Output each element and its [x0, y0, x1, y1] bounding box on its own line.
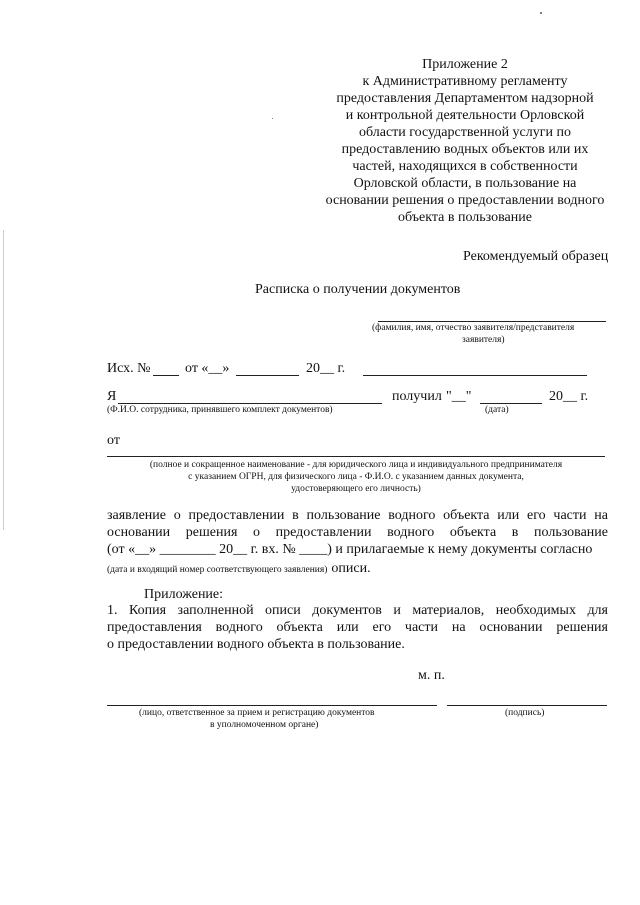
- applicant-caption: (фамилия, имя, отчество заявителя/представителя: [372, 323, 575, 333]
- applicant-caption: заявителя): [462, 335, 505, 345]
- recommended-sample-label: Рекомендуемый образец: [463, 249, 609, 264]
- signature-field[interactable]: [447, 705, 607, 706]
- appendix-number: Приложение 2: [422, 57, 508, 72]
- header-line: предоставления Департаментом надзорной: [336, 91, 594, 106]
- applicant-name-field[interactable]: [378, 321, 606, 322]
- document-title: Расписка о получении документов: [255, 282, 461, 297]
- employee-caption: (Ф.И.О. сотрудника, принявшего комплект документов): [107, 405, 333, 415]
- statement-ending: описи.: [331, 561, 371, 576]
- stamp-place-label: м. п.: [418, 668, 445, 683]
- received-year: 20__ г.: [549, 389, 589, 404]
- header-line: основании решения о предоставлении водного: [325, 193, 605, 208]
- outgoing-month-field[interactable]: [236, 375, 299, 376]
- outgoing-number-field[interactable]: [153, 375, 179, 376]
- responsible-caption: в уполномоченном органе): [210, 720, 319, 730]
- scan-edge-artifact: [3, 230, 4, 530]
- statement-line: заявление о предоставлении в пользование водного объекта или его части на: [107, 508, 608, 523]
- outgoing-year-label: 20__ г.: [306, 361, 346, 376]
- organization-caption: с указанием ОГРН, для физического лица - Ф.И.О. с указанием данных документа,: [188, 472, 524, 482]
- appendix-line: 1. Копия заполненной описи документов и материалов, необходимых для: [107, 603, 608, 618]
- received-day: "__": [446, 389, 472, 404]
- header-line: предоставлению водных объектов или их: [341, 142, 589, 157]
- received-month-field[interactable]: [480, 403, 542, 404]
- responsible-person-field[interactable]: [107, 705, 437, 706]
- scan-speck: [540, 12, 542, 14]
- signature-caption: (подпись): [505, 708, 545, 718]
- header-line: Орловской области, в пользование на: [353, 176, 577, 191]
- received-label: получил: [392, 389, 442, 404]
- appendix-header: [310, 56, 620, 226]
- statement-caption: (дата и входящий номер соответствующего заявления): [107, 565, 328, 575]
- header-line: частей, находящихся в собственности: [352, 159, 578, 174]
- outgoing-extra-field[interactable]: [363, 375, 587, 376]
- header-line: к Административному регламенту: [362, 74, 568, 89]
- outgoing-number-label: Исх. №: [107, 361, 151, 376]
- outgoing-date-label: от «__»: [185, 361, 230, 376]
- appendix-heading: Приложение:: [144, 587, 224, 602]
- statement-line: основании решения о предоставлении водного объекта в пользование: [107, 525, 608, 540]
- statement-line: (от «__» ________ 20__ г. вх. № ____) и прилагаемые к нему документы согласно: [107, 542, 593, 557]
- appendix-line: предоставления водного объекта или его части на основании решения: [107, 620, 608, 635]
- from-label: от: [107, 433, 120, 448]
- statement-last-line: [107, 559, 371, 577]
- ya-label: Я: [107, 389, 117, 404]
- organization-name-field[interactable]: [107, 456, 605, 457]
- organization-caption: удостоверяющего его личность): [291, 484, 421, 494]
- date-caption: (дата): [485, 405, 509, 415]
- scan-speck: [272, 118, 273, 119]
- appendix-line: о предоставлении водного объекта в пользование.: [107, 637, 405, 652]
- header-line: и контрольной деятельности Орловской: [345, 108, 585, 123]
- employee-name-field[interactable]: [118, 403, 382, 404]
- responsible-caption: (лицо, ответственное за прием и регистрацию документов: [139, 708, 375, 718]
- header-line: области государственной услуги по: [358, 125, 571, 140]
- header-line: объекта в пользование: [398, 210, 532, 225]
- organization-caption: (полное и сокращенное наименование - для юридического лица и индивидуального предпринимателя: [149, 460, 563, 470]
